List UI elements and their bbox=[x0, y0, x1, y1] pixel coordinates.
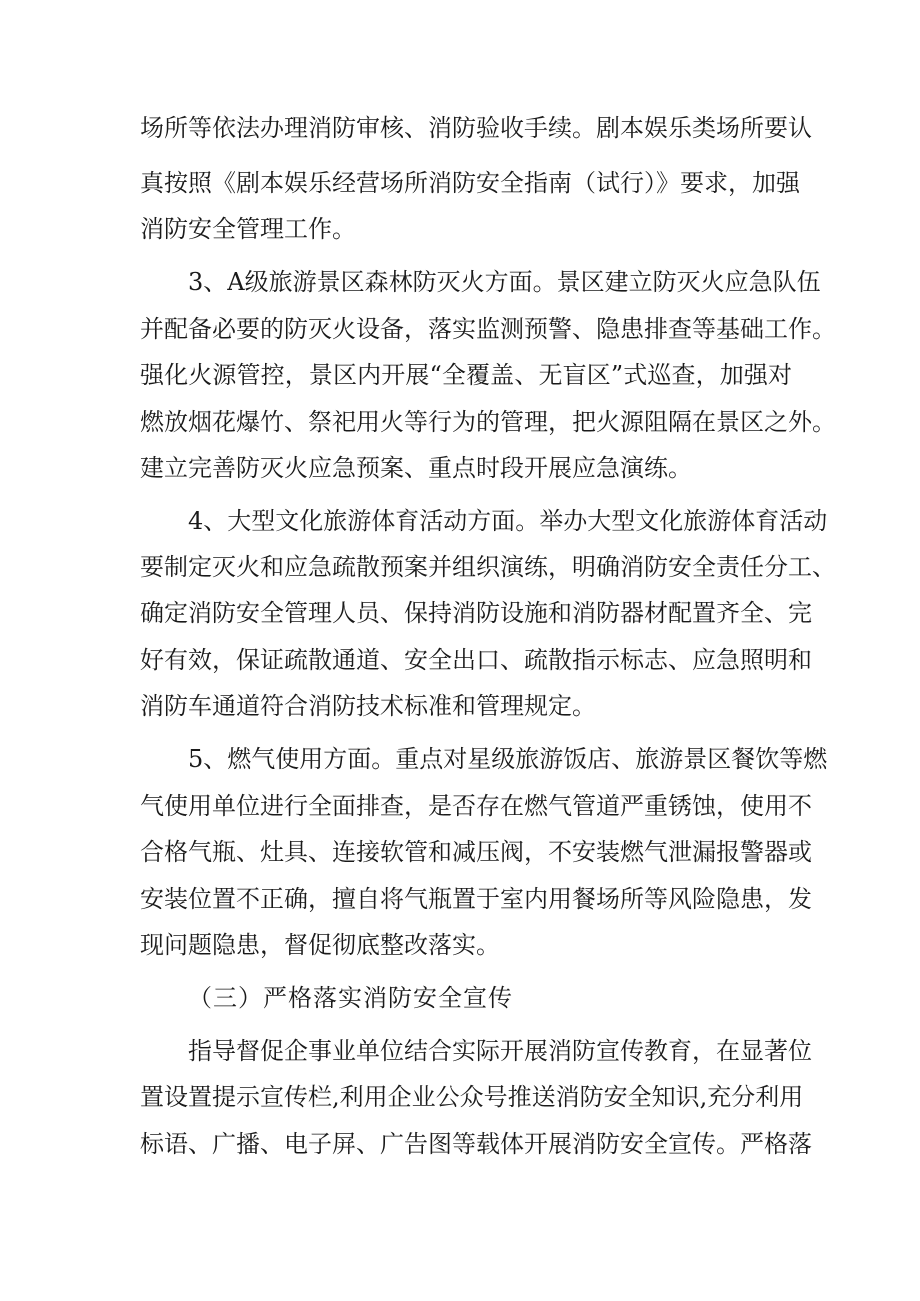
text-line: 标语、广播、电子屏、广告图等载体开展消防安全宣传。严格落 bbox=[140, 1130, 812, 1158]
section-heading: （三）严格落实消防安全宣传 bbox=[188, 984, 513, 1012]
text-line: 置设置提示宣传栏,利用企业公众号推送消防安全知识,充分利用 bbox=[140, 1083, 804, 1111]
text-line: 4、大型文化旅游体育活动方面。举办大型文化旅游体育活动 bbox=[188, 507, 828, 535]
text-line: 消防安全管理工作。 bbox=[140, 215, 356, 243]
text-line: 气使用单位进行全面排查，是否存在燃气管道严重锈蚀，使用不 bbox=[140, 792, 812, 820]
text-line: 好有效，保证疏散通道、安全出口、疏散指示标志、应急照明和 bbox=[140, 646, 812, 674]
text-line: 合格气瓶、灶具、连接软管和减压阀，不安装燃气泄漏报警器或 bbox=[140, 838, 812, 866]
text-line: 3、A级旅游景区森林防灭火方面。景区建立防灭火应急队伍 bbox=[188, 268, 821, 296]
text-line: 场所等依法办理消防审核、消防验收手续。剧本娱乐类场所要认 bbox=[140, 114, 812, 142]
text-line: 要制定灭火和应急疏散预案并组织演练，明确消防安全责任分工、 bbox=[140, 553, 836, 581]
text-line: 安装位置不正确，擅自将气瓶置于室内用餐场所等风险隐患，发 bbox=[140, 885, 812, 913]
text-line: 5、燃气使用方面。重点对星级旅游饭店、旅游景区餐饮等燃 bbox=[188, 745, 828, 773]
text-line: 指导督促企事业单位结合实际开展消防宣传教育，在显著位 bbox=[188, 1037, 812, 1065]
text-line: 并配备必要的防灭火设备，落实监测预警、隐患排查等基础工作。 bbox=[140, 315, 836, 343]
text-line: 现问题隐患，督促彻底整改落实。 bbox=[140, 931, 500, 959]
text-line: 强化火源管控，景区内开展“全覆盖、无盲区”式巡查，加强对 bbox=[140, 361, 792, 389]
text-line: 消防车通道符合消防技术标准和管理规定。 bbox=[140, 692, 596, 720]
text-line: 确定消防安全管理人员、保持消防设施和消防器材配置齐全、完 bbox=[140, 599, 812, 627]
text-line: 燃放烟花爆竹、祭祀用火等行为的管理，把火源阻隔在景区之外。 bbox=[140, 408, 836, 436]
text-line: 真按照《剧本娱乐经营场所消防安全指南（试行）》要求，加强 bbox=[140, 169, 800, 197]
text-line: 建立完善防灭火应急预案、重点时段开展应急演练。 bbox=[140, 454, 692, 482]
